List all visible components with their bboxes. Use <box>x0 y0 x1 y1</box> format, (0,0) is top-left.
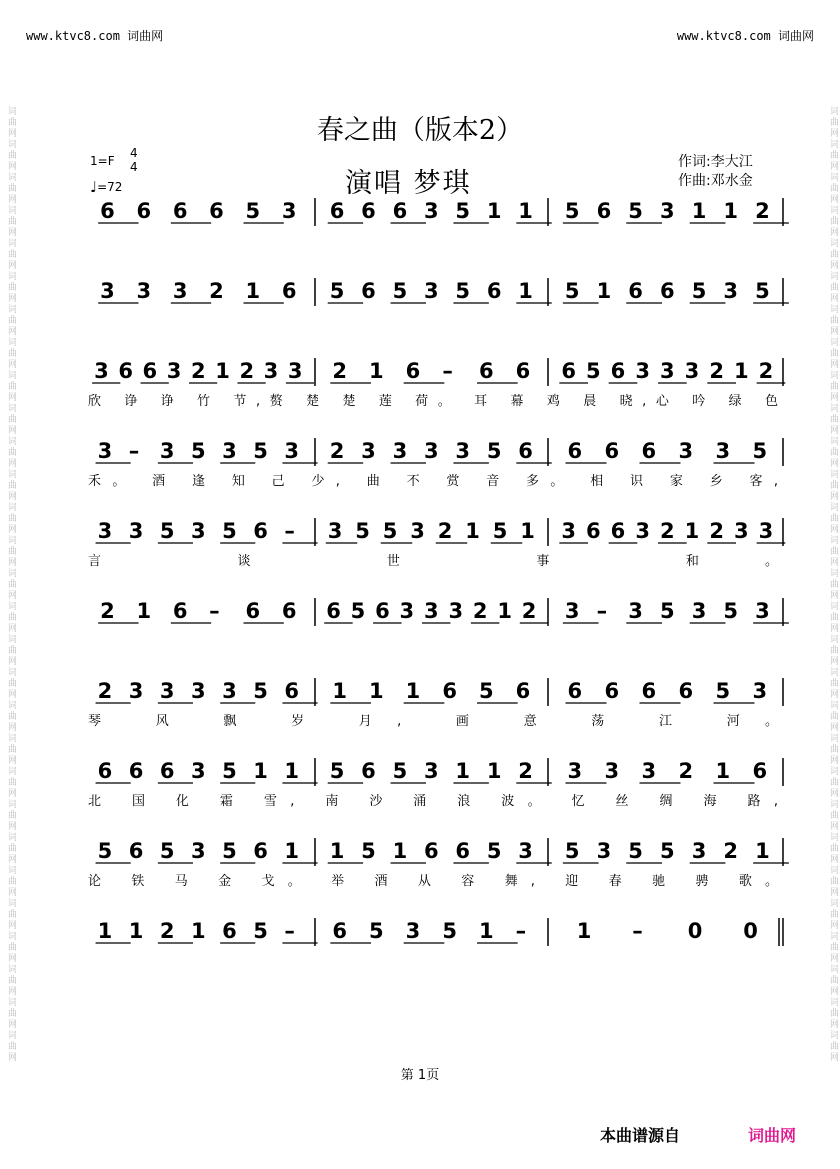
score-note: 3 <box>284 439 300 463</box>
score-note: 5 <box>564 839 580 863</box>
score-note: 6 <box>245 599 261 623</box>
score-note: 5 <box>628 199 643 223</box>
score-note: 6 <box>361 199 376 223</box>
score-note: 5 <box>486 439 502 463</box>
composer-credit: 作曲:邓水金 <box>678 173 753 189</box>
score-note: 3 <box>518 839 533 863</box>
score-note: 5 <box>392 759 408 783</box>
score-note: – <box>515 919 527 943</box>
score-note: 2 <box>191 359 206 383</box>
score-note: 3 <box>424 599 439 623</box>
score-note: 3 <box>191 839 206 863</box>
score-note: 2 <box>209 279 224 303</box>
header-site-left[interactable]: www.ktvc8.com 词曲网 <box>26 29 164 43</box>
score-note: 6 <box>172 199 188 223</box>
score-note: 6 <box>678 679 694 703</box>
score-note: 6 <box>567 439 583 463</box>
score-note: 1 <box>215 359 230 383</box>
score-note: 5 <box>492 519 508 543</box>
score-note: 3 <box>424 279 439 303</box>
score-note: 5 <box>455 199 471 223</box>
score-note: 3 <box>448 599 464 623</box>
score-note: 3 <box>410 519 425 543</box>
score-note: 3 <box>641 759 657 783</box>
score-note: 6 <box>752 759 768 783</box>
score-note: 5 <box>329 759 345 783</box>
score-note: 6 <box>424 839 439 863</box>
score-note: 6 <box>136 199 152 223</box>
score-note: 3 <box>758 519 774 543</box>
score-note: 2 <box>660 519 675 543</box>
score-note: – <box>209 599 220 623</box>
score-note: 2 <box>709 359 724 383</box>
score-note: – <box>284 519 295 543</box>
score-note: 6 <box>586 519 601 543</box>
score-note: 2 <box>329 439 345 463</box>
lyrics-line: 禾。 酒 逢 知 己 少, 曲 不 赏 音 多。 相 识 家 乡 客, <box>88 474 779 489</box>
score-note: 6 <box>128 759 144 783</box>
score-note: 5 <box>222 839 237 863</box>
score-note: 5 <box>564 279 580 303</box>
score-note: 5 <box>723 599 739 623</box>
score-note: 6 <box>628 279 643 303</box>
score-note: 6 <box>515 359 531 383</box>
score-note: 6 <box>660 279 675 303</box>
score-note: 3 <box>281 199 297 223</box>
lyrics-line: 欣 诤 诤 竹 节,赘 楚 楚 莲 荷。 耳 幕 鸡 晨 晓,心 吟 绿 色 <box>88 394 778 409</box>
score-note: 6 <box>604 439 620 463</box>
score-note: 5 <box>691 279 707 303</box>
score-note: 3 <box>222 679 237 703</box>
score-note: 2 <box>472 599 488 623</box>
score-note: 1 <box>284 759 300 783</box>
score-note: 3 <box>596 839 612 863</box>
score-note: 6 <box>222 919 237 943</box>
tempo-value: =72 <box>97 180 123 194</box>
page-number: 第 1页 <box>400 1068 440 1083</box>
score-note: 1 <box>245 279 261 303</box>
score-note: 6 <box>567 679 583 703</box>
score-note: 5 <box>628 839 643 863</box>
score-note: 1 <box>715 759 731 783</box>
score-note: – <box>596 599 608 623</box>
score-note: 3 <box>94 359 109 383</box>
score-note: 1 <box>369 359 384 383</box>
score-note: 0 <box>687 919 703 943</box>
score-note: 3 <box>734 519 749 543</box>
score-note: 5 <box>191 439 206 463</box>
score-note: 2 <box>709 519 724 543</box>
score-note: 1 <box>465 519 480 543</box>
score-note: 2 <box>100 599 115 623</box>
score-note: 5 <box>392 279 408 303</box>
score-note: 5 <box>586 359 601 383</box>
score-note: 5 <box>442 919 457 943</box>
score-note: 3 <box>424 759 439 783</box>
quarter-note-icon: ♩ <box>90 178 98 196</box>
lyrics-line: 言 谈 世 事 和。 <box>88 554 778 569</box>
header-site-right[interactable]: www.ktvc8.com 词曲网 <box>676 29 814 43</box>
score-note: 6 <box>361 759 376 783</box>
score-note: 5 <box>479 679 494 703</box>
score-note: 2 <box>678 759 694 783</box>
score-note: 2 <box>437 519 453 543</box>
score-note: 5 <box>361 839 376 863</box>
score-note: 3 <box>604 759 620 783</box>
score-note: 6 <box>561 359 576 383</box>
score-note: 6 <box>604 679 620 703</box>
key-signature: 1=F <box>90 154 115 168</box>
score-note: 1 <box>734 359 749 383</box>
score-note: 1 <box>329 839 345 863</box>
score-note: 2 <box>521 599 537 623</box>
meter-bottom: 4 <box>130 160 138 174</box>
score-note: 3 <box>678 439 694 463</box>
score-note: 6 <box>596 199 612 223</box>
score-note: 5 <box>355 519 370 543</box>
score-note: 3 <box>424 439 439 463</box>
score-note: 6 <box>209 199 224 223</box>
score-note: 6 <box>332 919 347 943</box>
score-note: 3 <box>660 359 675 383</box>
score-note: 6 <box>518 439 533 463</box>
score-note: 1 <box>520 519 535 543</box>
score-note: 6 <box>610 519 626 543</box>
score-note: 2 <box>758 359 774 383</box>
score-note: 6 <box>326 599 341 623</box>
score-note: 6 <box>486 279 502 303</box>
score-note: 1 <box>97 919 113 943</box>
score-note: 6 <box>253 519 268 543</box>
score-note: 5 <box>660 599 675 623</box>
score-note: 5 <box>159 519 175 543</box>
side-watermark-right: 词曲网词曲网词曲网词曲网词曲网词曲网词曲网词曲网词曲网词曲网词曲网词曲网词曲网词曲网词曲网词曲网词曲网词曲网词曲网词曲网词曲网词曲网词曲网词曲网词曲网词曲网词曲网词曲网词曲网 <box>828 106 838 1063</box>
score-note: 1 <box>691 199 707 223</box>
score-note: 6 <box>479 359 494 383</box>
score-note: 3 <box>561 519 576 543</box>
score-note: 5 <box>660 839 675 863</box>
score-note: 1 <box>576 919 592 943</box>
score-note: 2 <box>723 839 739 863</box>
score-note: – <box>632 919 643 943</box>
score-note: 3 <box>100 279 115 303</box>
score-note: 3 <box>191 759 206 783</box>
score-note: 2 <box>97 679 113 703</box>
score-note: – <box>128 439 140 463</box>
score-note: 1 <box>518 279 533 303</box>
score-note: 3 <box>172 279 188 303</box>
score-note: 3 <box>691 599 707 623</box>
score-note: 6 <box>515 679 531 703</box>
singer-credit: 演唱 梦琪 <box>345 168 472 199</box>
score-note: 5 <box>159 839 175 863</box>
score-note: 3 <box>128 679 144 703</box>
source-label: 本曲谱源自 <box>600 1126 681 1145</box>
score-note: 3 <box>567 759 583 783</box>
score-note: 3 <box>97 439 113 463</box>
lyrics-line: 论 铁 马 金 戈。 举 酒 从 容 舞, 迎 春 驰 骋 歌。 <box>88 874 779 889</box>
score-note: 2 <box>159 919 175 943</box>
brand-link[interactable]: 词曲网 <box>748 1126 797 1145</box>
score-note: 1 <box>486 199 502 223</box>
score-note: 3 <box>191 519 206 543</box>
score-note: 3 <box>564 599 580 623</box>
score-note: 3 <box>405 919 421 943</box>
score-note: 1 <box>755 839 770 863</box>
score-note: 6 <box>442 679 457 703</box>
score-note: 5 <box>329 279 345 303</box>
score-note: 1 <box>253 759 268 783</box>
score-note: 6 <box>455 839 471 863</box>
score-note: 0 <box>743 919 758 943</box>
score-note: 6 <box>172 599 188 623</box>
score-note: 6 <box>284 679 300 703</box>
score-note: 3 <box>455 439 471 463</box>
lyrics-line: 琴 风 飘 岁 月, 画 意 荡 江 河。 <box>88 714 778 729</box>
score-note: 1 <box>128 919 144 943</box>
score-note: 3 <box>159 439 175 463</box>
score-note: 3 <box>635 519 650 543</box>
score-note: 5 <box>369 919 384 943</box>
score-note: 5 <box>564 199 580 223</box>
score-note: 1 <box>284 839 300 863</box>
score-note: – <box>442 359 453 383</box>
lyrics-line: 北 国 化 霜 雪, 南 沙 涌 浪 波。 忆 丝 绸 海 路, <box>88 794 779 809</box>
score-note: 5 <box>755 279 770 303</box>
score-note: 5 <box>715 679 731 703</box>
song-title: 春之曲（版本2） <box>316 115 524 146</box>
score-note: 6 <box>641 439 657 463</box>
score-note: 6 <box>641 679 657 703</box>
score-note: 1 <box>369 679 384 703</box>
meter-top: 4 <box>130 146 138 160</box>
score-note: 6 <box>329 199 345 223</box>
score-note: 6 <box>118 359 133 383</box>
score-note: 6 <box>281 599 297 623</box>
score-note: 2 <box>518 759 533 783</box>
score-note: 3 <box>399 599 415 623</box>
score-note: 6 <box>100 199 115 223</box>
score-note: 1 <box>136 599 152 623</box>
score-note: 1 <box>392 839 408 863</box>
score-note: 5 <box>253 679 268 703</box>
score-note: 1 <box>486 759 502 783</box>
score-note: 3 <box>287 359 303 383</box>
score-note: 5 <box>752 439 768 463</box>
score-note: 1 <box>332 679 347 703</box>
score-note: 3 <box>159 679 175 703</box>
score-note: 5 <box>245 199 261 223</box>
score-note: 3 <box>166 359 182 383</box>
side-watermark-left: 词曲网词曲网词曲网词曲网词曲网词曲网词曲网词曲网词曲网词曲网词曲网词曲网词曲网词曲网词曲网词曲网词曲网词曲网词曲网词曲网词曲网词曲网词曲网词曲网词曲网词曲网词曲网词曲网词曲网 <box>6 106 16 1063</box>
score-note: 2 <box>332 359 347 383</box>
score-note: 6 <box>142 359 158 383</box>
score-note: 5 <box>253 439 268 463</box>
score-note: 1 <box>596 279 612 303</box>
score-note: 5 <box>253 919 268 943</box>
score-note: 1 <box>455 759 471 783</box>
score-note: 2 <box>239 359 255 383</box>
score-note: 5 <box>455 279 471 303</box>
score-note: 3 <box>635 359 650 383</box>
score-note: 3 <box>191 679 206 703</box>
score-note: 1 <box>191 919 206 943</box>
score-note: 6 <box>375 599 390 623</box>
score-note: 3 <box>660 199 675 223</box>
lyricist-credit: 作词:李大江 <box>678 154 753 170</box>
score-note: 6 <box>97 759 113 783</box>
score-note: 3 <box>136 279 152 303</box>
score-note: 1 <box>405 679 421 703</box>
score-note: 1 <box>723 199 739 223</box>
score-note: 6 <box>610 359 626 383</box>
score-note: 3 <box>715 439 731 463</box>
score-note: 3 <box>684 359 700 383</box>
score-note: 1 <box>497 599 512 623</box>
score-note: 5 <box>382 519 398 543</box>
score-note: 2 <box>755 199 770 223</box>
score-note: 3 <box>263 359 279 383</box>
score-note: 3 <box>97 519 113 543</box>
score-note: 6 <box>281 279 297 303</box>
score-note: 3 <box>755 599 770 623</box>
score-note: 3 <box>361 439 376 463</box>
score-note: 5 <box>222 759 237 783</box>
score-note: 3 <box>424 199 439 223</box>
score-note: 3 <box>392 439 408 463</box>
score-note: 6 <box>253 839 268 863</box>
score-note: 6 <box>405 359 421 383</box>
score-note: 3 <box>752 679 768 703</box>
score-note: 6 <box>128 839 144 863</box>
score-note: 5 <box>97 839 113 863</box>
score-note: 3 <box>327 519 343 543</box>
score-note: 3 <box>628 599 643 623</box>
score-note: 5 <box>350 599 366 623</box>
score-note: 6 <box>361 279 376 303</box>
score-note: 6 <box>392 199 408 223</box>
score-note: – <box>284 919 295 943</box>
score-note: 3 <box>691 839 707 863</box>
score-note: 3 <box>723 279 739 303</box>
score-note: 5 <box>222 519 237 543</box>
score-note: 1 <box>518 199 533 223</box>
score-note: 1 <box>684 519 700 543</box>
score-note: 1 <box>479 919 494 943</box>
score-note: 5 <box>486 839 502 863</box>
score-note: 3 <box>128 519 144 543</box>
score-note: 3 <box>222 439 237 463</box>
score-note: 6 <box>159 759 175 783</box>
